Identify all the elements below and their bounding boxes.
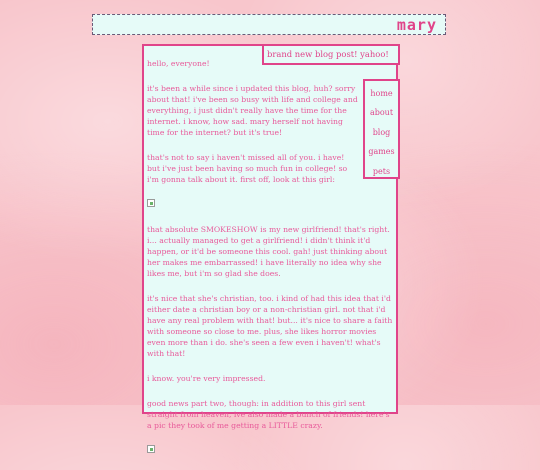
header-bar [92, 14, 446, 35]
post-banner: brand new blog post! yahoo! [262, 44, 400, 65]
friends-image [147, 445, 155, 453]
nav-item-about[interactable]: about [369, 108, 394, 118]
nav-item-pets[interactable]: pets [372, 166, 391, 176]
nav-menu [363, 79, 400, 179]
post-greeting: hello, everyone! [147, 59, 210, 68]
blog-post-container [142, 44, 398, 430]
girlfriend-image [147, 199, 155, 207]
post-paragraph-5: i know. you're very impressed. [147, 374, 266, 383]
site-title[interactable]: mary [396, 16, 437, 34]
post-paragraph-1: it's been a while since i updated this blog, huh? sorry about that! i've been so busy with life and college and everything, i just didn't really have the time for the internet. i know, how sad. mary herself not having time for the internet? but it's true! [147, 84, 358, 137]
nav-item-blog[interactable]: blog [372, 127, 391, 137]
post-paragraph-4: it's nice that she's christian, too. i kind of had this idea that i'd either date a christian boy or a non-christian girl. not that i'd have any real problem with that! but... it's nice to share a faith with someone so close to me. plus, she likes horror movies even more than i do. she's seen a few even i haven't! what's with that! [147, 294, 393, 358]
nav-item-home[interactable]: home [370, 89, 393, 98]
post-paragraph-3: that absolute SMOKESHOW is my new girlfriend! that's right. i... actually managed to get a girlfriend! i didn't think it'd happen, or it'd be someone this cool. gah! just thinking about her makes me embarrassed! i have literally no idea why she likes me, but i'm so glad she does. [147, 225, 390, 278]
post-paragraph-2: that's not to say i haven't missed all of you. i have! but i've just been having so much fun in college! so i'm gonna talk about it. first off, look at this girl: [147, 153, 348, 184]
nav-item-games[interactable]: games [368, 147, 395, 157]
post-content [147, 58, 395, 470]
post-paragraph-6: good news part two, though: in addition to this girl sent straight from heaven, ive also made a bunch of friends! here's a pic they took of me getting a LITTLE crazy. [147, 399, 390, 430]
